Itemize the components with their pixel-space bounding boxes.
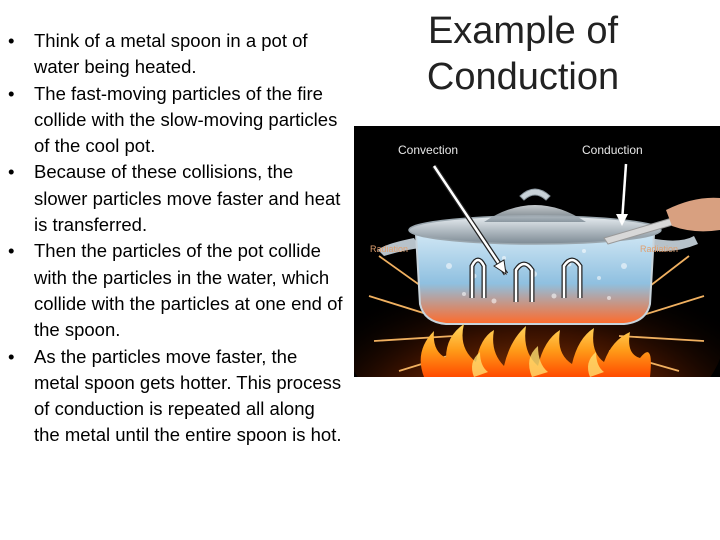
radiation-right-label: Radiation [640, 244, 679, 254]
radiation-left-label: Radiation [370, 244, 409, 254]
bullet-item: • As the particles move faster, the metal spoon gets hotter. This process of conduction is repeated all along the metal until the entire spoon is hot. [8, 344, 343, 449]
bullet-item: • Then the particles of the pot collide with the particles in the water, which collide with the particles at one end of the spoon. [8, 238, 343, 343]
conduction-label: Conduction [582, 143, 643, 157]
bullet-item: • Because of these collisions, the slower particles move faster and heat is transferred. [8, 159, 343, 238]
pot-body [416, 234, 654, 324]
convection-label: Convection [398, 143, 459, 157]
title-line-2: Conduction [426, 56, 620, 98]
bullet-item: • Think of a metal spoon in a pot of water being heated. [8, 28, 343, 81]
slide-title [408, 8, 638, 100]
bullet-list [8, 28, 343, 449]
bullet-item: • The fast-moving particles of the fire collide with the slow-moving particles of the cool pot. [8, 81, 343, 160]
title-line-1: Example of [427, 10, 619, 52]
conduction-diagram [354, 126, 720, 377]
